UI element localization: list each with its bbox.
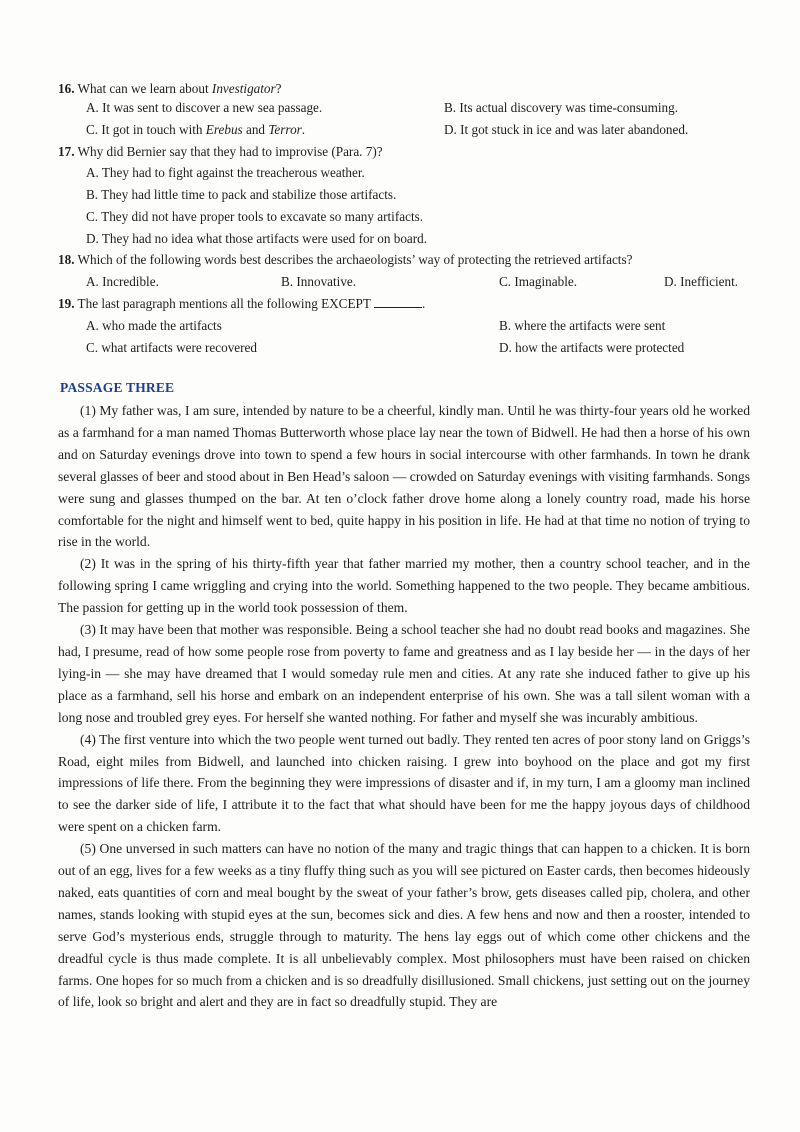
option-17c[interactable]: C. They did not have proper tools to excavate so many artifacts. bbox=[86, 209, 424, 224]
option-16a[interactable]: A. It was sent to discover a new sea passage. bbox=[86, 100, 323, 115]
question-18 bbox=[58, 250, 758, 269]
option-18c[interactable]: C. Imaginable. bbox=[499, 274, 578, 289]
option-text: and bbox=[242, 122, 269, 137]
option-16b[interactable]: B. Its actual discovery was time-consuming. bbox=[444, 100, 679, 115]
option-18b[interactable]: B. Innovative. bbox=[281, 274, 357, 289]
option-19d[interactable]: D. how the artifacts were protected bbox=[499, 340, 685, 355]
paragraph-3: (3) It may have been that mother was responsible. Being a school teacher she had no doubt read books and magazines. She had, I presume, read of how some people rose from poverty to fame and greatness and as I lay beside her — in the days of her lying-in — she may have dreamed that I would someday rule men and cities. At any rate she induced father to give up his place as a farmhand, sell his horse and embark on an independent enterprise of his own. She was a tall silent woman with a long nose and troubled grey eyes. For herself she wanted nothing. For father and myself she was incurably ambitious. bbox=[58, 622, 750, 725]
question-16 bbox=[58, 79, 758, 98]
option-text: . bbox=[301, 122, 306, 137]
ship-name: Investigator bbox=[211, 81, 276, 96]
passage-body bbox=[58, 400, 750, 1013]
option-19a[interactable]: A. who made the artifacts bbox=[86, 318, 222, 333]
option-16d[interactable]: D. It got stuck in ice and was later abandoned. bbox=[444, 122, 689, 137]
option-18a[interactable]: A. Incredible. bbox=[86, 274, 159, 289]
question-stem-end: . bbox=[421, 296, 426, 311]
question-number: 18. bbox=[58, 252, 75, 267]
option-17d[interactable]: D. They had no idea what those artifacts were used for on board. bbox=[86, 231, 428, 246]
passage-title: PASSAGE THREE bbox=[60, 380, 175, 395]
paragraph-2: (2) It was in the spring of his thirty-fifth year that father married my mother, then a country school teacher, and in the following spring I came wriggling and crying into the world. Something happened to the two people. They became ambitious. The passion for getting up in the world took possession of them. bbox=[58, 556, 750, 616]
ship-name: Terror bbox=[268, 122, 302, 137]
question-number: 17. bbox=[58, 144, 75, 159]
question-stem: The last paragraph mentions all the following EXCEPT bbox=[77, 296, 371, 311]
question-number: 19. bbox=[58, 296, 75, 311]
option-17b[interactable]: B. They had little time to pack and stabilize those artifacts. bbox=[86, 187, 397, 202]
question-stem: What can we learn about bbox=[77, 81, 212, 96]
option-19c[interactable]: C. what artifacts were recovered bbox=[86, 340, 257, 355]
question-19 bbox=[58, 294, 758, 313]
option-17a[interactable]: A. They had to fight against the treacherous weather. bbox=[86, 165, 365, 180]
paragraph-4: (4) The first venture into which the two people went turned out badly. They rented ten acres of poor stony land on Griggs’s Road, eight miles from Bidwell, and launched into chicken raising. I grew into boyhood on the place and got my first impressions of life there. From the beginning they were impressions of disaster and if, in my turn, I am a gloomy man inclined to see the darker side of life, I attribute it to the fact that what should have been for me the happy joyous days of childhood were spent on a chicken farm. bbox=[58, 731, 750, 835]
option-19b[interactable]: B. where the artifacts were sent bbox=[499, 318, 666, 333]
option-text: C. It got in touch with bbox=[86, 122, 206, 137]
ship-name: Erebus bbox=[205, 122, 243, 137]
paragraph-5: (5) One unversed in such matters can have no notion of the many and tragic things that can happen to a chicken. It is born out of an egg, lives for a few weeks as a tiny fluffy thing such as you will see pictured on Easter cards, then becomes hideously naked, eats quantities of corn and meal bought by the sweat of your father’s brow, gets diseases called pip, cholera, and other names, stands looking with stupid eyes at the sun, becomes sick and dies. A few hens and now and then a rooster, intended to serve God’s mysterious ends, struggle through to maturity. The hens lay eggs out of which come other chickens and the dreadful cycle is thus made complete. It is all unbelievably complex. Most philosophers must have been raised on chicken farms. One hopes for so much from a chicken and is so dreadfully disillusioned. Small chickens, just setting out on the journey of life, look so bright and alert and they are in fact so dreadfully stupid. They are bbox=[58, 841, 750, 1010]
answer-blank bbox=[374, 295, 422, 308]
paragraph-1: (1) My father was, I am sure, intended by nature to be a cheerful, kindly man. Until he was thirty-four years old he worked as a farmhand for a man named Thomas Butterworth whose place lay near the town of Bidwell. He had then a horse of his own and on Saturday evenings drove into town to spend a few hours in social intercourse with other farmhands. In town he drank several glasses of beer and stood about in Ben Head’s saloon — crowded on Saturday evenings with visiting farmhands. Songs were sung and glasses thumped on the bar. At ten o’clock father drove home along a lonely country road, made his horse comfortable for the night and himself went to bed, quite happy in his position in life. He had at that time no notion of trying to rise in the world. bbox=[58, 403, 750, 550]
question-stem: Which of the following words best describes the archaeologists’ way of protecting the retrieved artifacts? bbox=[77, 252, 633, 267]
option-16c[interactable] bbox=[86, 120, 305, 139]
question-stem-end: ? bbox=[275, 81, 282, 96]
question-number: 16. bbox=[58, 81, 75, 96]
question-stem: Why did Bernier say that they had to improvise (Para. 7)? bbox=[77, 144, 383, 159]
option-18d[interactable]: D. Inefficient. bbox=[664, 274, 739, 289]
question-17 bbox=[58, 142, 758, 161]
